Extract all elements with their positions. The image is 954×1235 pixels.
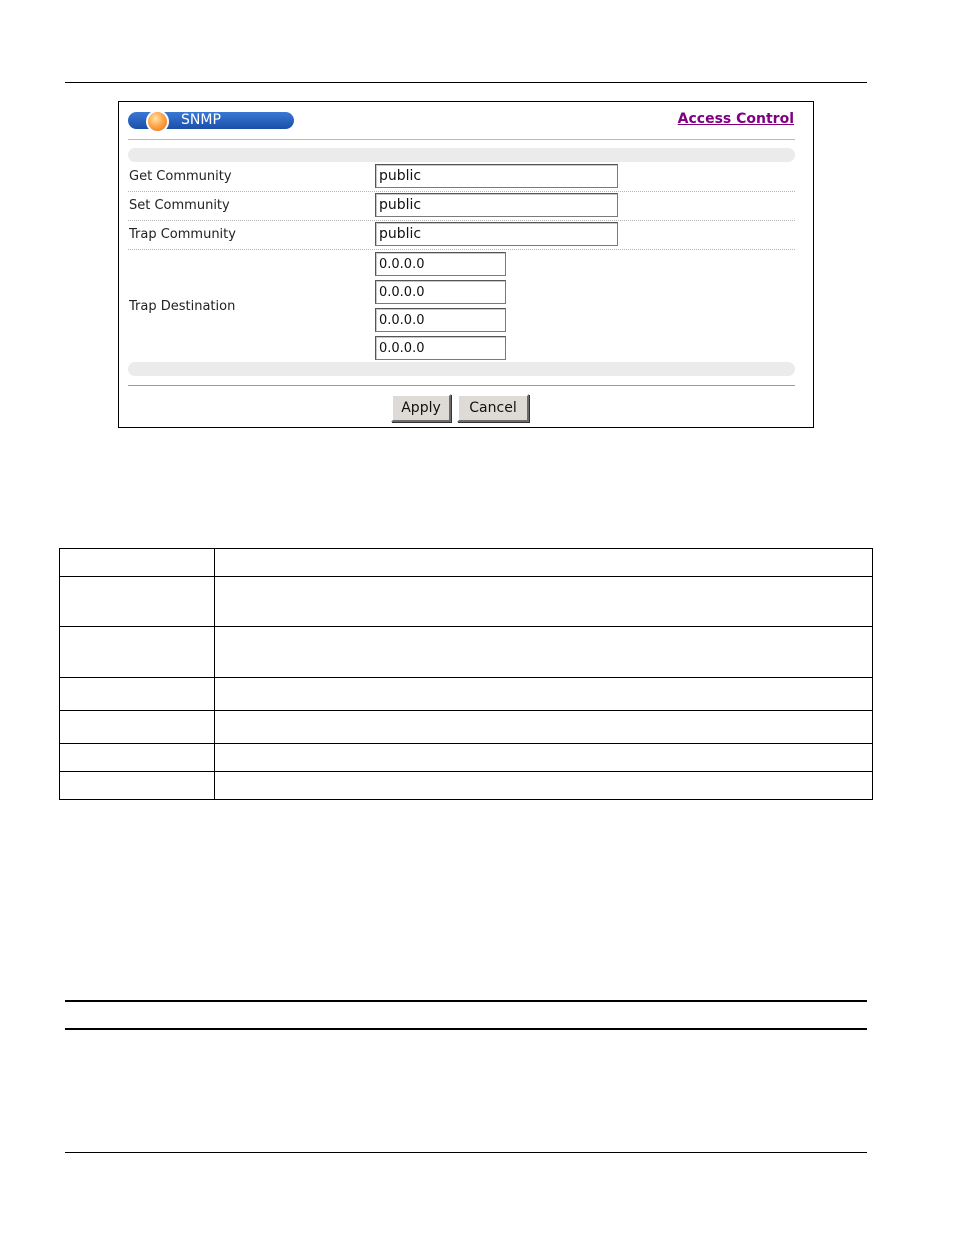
table-cell [60,627,215,678]
bottom-band [128,362,795,376]
title-divider [128,139,795,140]
get-community-input[interactable] [375,164,618,188]
table-cell [60,711,215,744]
set-community-input[interactable] [375,193,618,217]
button-divider [128,385,795,386]
apply-button[interactable]: Apply [391,394,451,422]
trap-destination-input-1[interactable] [375,252,506,276]
description-table [59,548,873,800]
trap-destination-input-2[interactable] [375,280,506,304]
cancel-button[interactable]: Cancel [457,394,529,422]
get-community-label: Get Community [129,169,232,184]
table-cell [215,711,873,744]
table-cell [215,577,873,627]
trap-destination-label: Trap Destination [129,299,236,314]
table-cell [215,772,873,800]
table-cell [215,549,873,577]
panel-title: SNMP [181,112,221,128]
table-row [60,772,873,800]
table-row [60,678,873,711]
set-community-label: Set Community [129,198,230,213]
footer-rule [65,1152,867,1153]
table-cell [60,772,215,800]
snmp-panel [118,101,814,428]
table-cell [60,744,215,772]
table-row [60,577,873,627]
table-row [60,744,873,772]
top-band [128,148,795,162]
trap-community-input[interactable] [375,222,618,246]
table-cell [60,678,215,711]
table-row [60,711,873,744]
section-rule-bottom [65,1028,867,1030]
section-rule-top [65,1000,867,1002]
table-cell [215,627,873,678]
table-cell [60,577,215,627]
table-row [60,627,873,678]
table-cell [215,744,873,772]
table-cell [60,549,215,577]
trap-community-label: Trap Community [129,227,236,242]
orb-icon [146,110,169,133]
table-cell [215,678,873,711]
trap-destination-input-3[interactable] [375,308,506,332]
access-control-link[interactable]: Access Control [677,111,794,127]
header-rule [65,82,867,83]
table-row [60,549,873,577]
trap-destination-input-4[interactable] [375,336,506,360]
